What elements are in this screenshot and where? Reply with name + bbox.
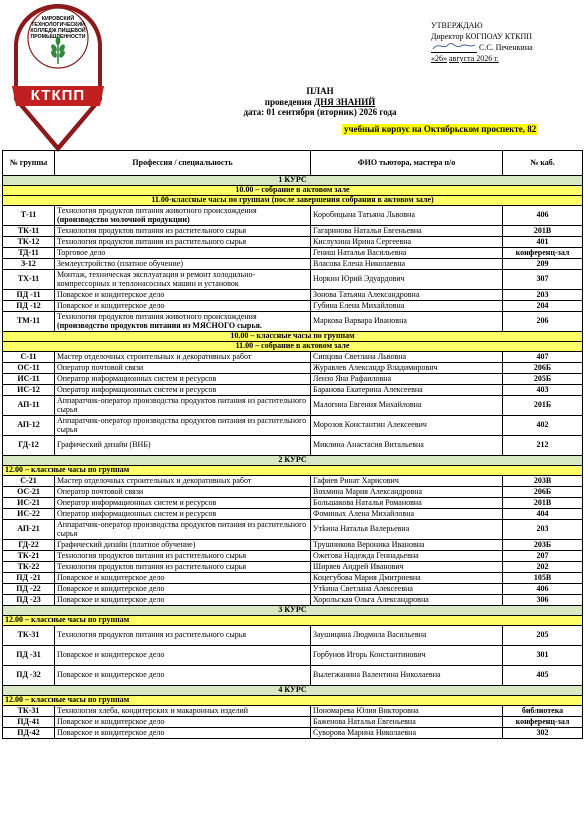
profession-name: Оператор информационных систем и ресурсов [57, 497, 217, 507]
profession-name: Графический дизайн (платное обучение) [57, 539, 196, 549]
profession-name: Технология хлеба, кондитерских и макаронных изделий [57, 705, 249, 715]
table-row [3, 374, 583, 385]
tutor-name: Горбунов Игорь Константинович [311, 646, 503, 666]
approval-position: Директор КОГПОАУ КТКПП [431, 32, 533, 41]
table-row [3, 301, 583, 312]
group-code: ПД -11 [3, 290, 55, 301]
schedule-note-row [3, 696, 583, 706]
room-number: 205Б [503, 374, 583, 385]
room-number: 306 [503, 595, 583, 606]
tutor-name: Суворова Марина Николаевна [311, 728, 503, 739]
table-row [3, 416, 583, 436]
table-row [3, 509, 583, 520]
schedule-note: 12.00 – классные часы по группам [3, 616, 583, 626]
table-row [3, 540, 583, 551]
table-row [3, 595, 583, 606]
room-number: 212 [503, 436, 583, 456]
schedule-table [2, 150, 583, 739]
table-row [3, 626, 583, 646]
tutor-name: Гениш Наталья Васильевна [311, 248, 503, 259]
room-number: 204 [503, 301, 583, 312]
room-number: 203Б [503, 540, 583, 551]
tutor-name: Пономарева Юлия Викторовна [311, 706, 503, 717]
table-row [3, 396, 583, 416]
tutor-name: Заушицина Людмила Васильевна [311, 626, 503, 646]
profession-name: Аппаратчик-оператор производства продуктов питания из растительного сырья [57, 395, 307, 414]
group-code: ТК-21 [3, 551, 55, 562]
group-code: ТК-31 [3, 626, 55, 646]
profession-name: Поварское и кондитерское дело [57, 670, 165, 680]
profession-name: Оператор информационных систем и ресурсов [57, 384, 217, 394]
approval-block [431, 20, 581, 64]
profession-name: Поварское и кондитерское дело [57, 300, 165, 310]
tutor-name: Утkина Наталья Валерьевна [311, 520, 503, 540]
table-row [3, 226, 583, 237]
table-row [3, 385, 583, 396]
logo-text-line1: КИРОВСКИЙ [41, 16, 75, 22]
profession-name: Технология продуктов питания животного происхождения [57, 311, 257, 321]
group-code: АП-12 [3, 416, 55, 436]
event-name: ДНЯ ЗНАНИЙ [314, 96, 376, 107]
group-code: ПД -31 [3, 646, 55, 666]
room-number: 206Б [503, 363, 583, 374]
group-code: С-11 [3, 352, 55, 363]
profession-name: Технология продуктов питания из растительного сырья [57, 236, 247, 246]
schedule-note: 11.00 – собрание в актовом зале [3, 342, 583, 352]
tutor-name: Малогина Евгения Михайловна [311, 396, 503, 416]
course-label: 1 КУРС [3, 176, 583, 186]
course-label: 4 КУРС [3, 686, 583, 696]
profession-name: Поварское и кондитерское дело [57, 650, 165, 660]
schedule-note-row [3, 342, 583, 352]
table-row [3, 666, 583, 686]
profession-cell [55, 226, 311, 237]
tutor-name: Лензо Яна Рафаиловна [311, 374, 503, 385]
room-number: 203 [503, 290, 583, 301]
profession-cell [55, 498, 311, 509]
course-header-row [3, 686, 583, 696]
table-row [3, 206, 583, 226]
profession-cell [55, 540, 311, 551]
profession-name: Поварское и кондитерское дело [57, 716, 165, 726]
profession-specialization: (производство молочной продукции) [57, 214, 190, 224]
tutor-name: Большакова Наталья Романовна [311, 498, 503, 509]
table-row [3, 706, 583, 717]
profession-cell [55, 626, 311, 646]
tutor-name: Зонова Татьяна Александровна [311, 290, 503, 301]
course-header-row [3, 456, 583, 466]
header-tutor: ФИО тьютора, мастера п/о [311, 151, 503, 176]
profession-cell [55, 290, 311, 301]
table-row [3, 573, 583, 584]
document-title-block [150, 86, 490, 118]
schedule-note-row [3, 186, 583, 196]
profession-specialization: (производство продуктов питания из МЯСНОГО сырья. [57, 320, 262, 330]
group-code: ИС-21 [3, 498, 55, 509]
college-logo [12, 2, 104, 156]
group-code: ПД -12 [3, 301, 55, 312]
header-profession: Профессия / специальность [55, 151, 311, 176]
room-number: 207 [503, 551, 583, 562]
tutor-name: Власова Елена Николаевна [311, 259, 503, 270]
group-code: ТХ-11 [3, 270, 55, 290]
tutor-name: Морозов Константин Алексеевич [311, 416, 503, 436]
profession-name: Торговое дело [57, 247, 106, 257]
schedule-note-row [3, 466, 583, 476]
group-code: ТД-11 [3, 248, 55, 259]
room-number: 201Б [503, 396, 583, 416]
table-row [3, 498, 583, 509]
table-row [3, 270, 583, 290]
table-row [3, 584, 583, 595]
profession-name: Аппаратчик-оператор производства продуктов питания из растительного сырья [57, 519, 307, 538]
tutor-name: Губина Елена Михайловна [311, 301, 503, 312]
profession-name: Аппаратчик-оператор производства продуктов питания из растительного сырья [57, 415, 307, 434]
room-number: 404 [503, 509, 583, 520]
profession-cell [55, 646, 311, 666]
tutor-name: Журавлев Александр Владимирович [311, 363, 503, 374]
group-code: ПД -23 [3, 595, 55, 606]
profession-cell [55, 416, 311, 436]
profession-cell [55, 573, 311, 584]
profession-name: Технология продуктов питания из растительного сырья [57, 561, 247, 571]
table-row [3, 248, 583, 259]
group-code: ПД-42 [3, 728, 55, 739]
course-header-row [3, 606, 583, 616]
room-number: 406 [503, 206, 583, 226]
room-number: конференц-зал [503, 717, 583, 728]
date-close-quote: » [443, 54, 447, 63]
profession-cell [55, 487, 311, 498]
room-number: 203 [503, 520, 583, 540]
profession-name: Технология продуктов питания из растительного сырья [57, 630, 247, 640]
profession-cell [55, 509, 311, 520]
group-code: ПД -22 [3, 584, 55, 595]
schedule-note-row [3, 616, 583, 626]
signatory-name: С.С. Печенкина [479, 43, 533, 52]
approval-title: УТВЕРЖДАЮ [431, 21, 483, 30]
room-number: 201В [503, 226, 583, 237]
date-day: 26 [435, 54, 443, 63]
room-number: 203В [503, 476, 583, 487]
tutor-name: Гагаринова Наталья Евгеньевна [311, 226, 503, 237]
profession-name: Поварское и кондитерское дело [57, 289, 165, 299]
room-number: 202 [503, 562, 583, 573]
tutor-name: Баранова Екатерина Алексеевна [311, 385, 503, 396]
room-number: 209 [503, 259, 583, 270]
tutor-name: Миклина Анастасия Витальевна [311, 436, 503, 456]
tutor-name: Коробицына Татьяна Львовна [311, 206, 503, 226]
profession-name: Монтаж, техническая эксплуатация и ремонт холодильно-компрессорных и теплонасосных машин и установок [57, 269, 256, 288]
approval-date [431, 53, 581, 64]
logo-text-line2: ТЕХНОЛОГИЧЕСКИЙ [31, 22, 85, 28]
date-month-year: августа 2026 г. [449, 54, 499, 63]
profession-cell [55, 717, 311, 728]
room-number: 206Б [503, 487, 583, 498]
table-row [3, 312, 583, 332]
table-row [3, 520, 583, 540]
schedule-note: 11.00-классные часы по группам (после завершения собрания в актовом зале) [3, 196, 583, 206]
room-number: 406 [503, 584, 583, 595]
group-code: ОС-21 [3, 487, 55, 498]
profession-name: Технология продуктов питания из растительного сырья [57, 550, 247, 560]
room-number: библиотека [503, 706, 583, 717]
tutor-name: Кислухина Ирина Сергеевна [311, 237, 503, 248]
group-code: З-12 [3, 259, 55, 270]
profession-name: Технология продуктов питания животного происхождения [57, 205, 257, 215]
room-number: конференц-зал [503, 248, 583, 259]
profession-cell [55, 385, 311, 396]
profession-name: Технология продуктов питания из растительного сырья [57, 225, 247, 235]
tutor-name: Фоминых Алена Михайловна [311, 509, 503, 520]
profession-name: Оператор почтовой связи [57, 486, 144, 496]
group-code: ГД-22 [3, 540, 55, 551]
tutor-name: Хорольская Ольга Александровна [311, 595, 503, 606]
group-code: ПД-41 [3, 717, 55, 728]
profession-cell [55, 520, 311, 540]
room-number: 307 [503, 270, 583, 290]
group-code: ТК-22 [3, 562, 55, 573]
profession-name: Оператор почтовой связи [57, 362, 144, 372]
group-code: ПД -21 [3, 573, 55, 584]
table-row [3, 551, 583, 562]
room-number: 402 [503, 416, 583, 436]
tutor-name: Вылегжанина Валентина Николаевна [311, 666, 503, 686]
profession-cell [55, 595, 311, 606]
group-code: С-21 [3, 476, 55, 487]
tutor-name: Норкин Юрий Эдуардович [311, 270, 503, 290]
schedule-note-row [3, 196, 583, 206]
profession-cell [55, 728, 311, 739]
room-number: 403 [503, 385, 583, 396]
document-subtitle [150, 97, 490, 108]
profession-cell [55, 476, 311, 487]
room-number: 405 [503, 666, 583, 686]
group-code: ИС-12 [3, 385, 55, 396]
schedule-table-body [3, 176, 583, 739]
profession-name: Мастер отделочных строительных и декоративных работ [57, 475, 252, 485]
profession-name: Землеустройство (платное обучение) [57, 258, 183, 268]
room-number: 401 [503, 237, 583, 248]
signature-mark [431, 42, 477, 53]
room-number: 205 [503, 626, 583, 646]
room-number: 301 [503, 646, 583, 666]
schedule-note: 12.00 – классные часы по группам [3, 696, 583, 706]
tutor-name: Ожегова Надежда Геннадьевна [311, 551, 503, 562]
profession-cell [55, 206, 311, 226]
group-code: ТМ-11 [3, 312, 55, 332]
table-row [3, 259, 583, 270]
profession-cell [55, 352, 311, 363]
group-code: ТК-31 [3, 706, 55, 717]
group-code: ИС-22 [3, 509, 55, 520]
profession-name: Оператор информационных систем и ресурсов [57, 508, 217, 518]
room-number: 407 [503, 352, 583, 363]
group-code: ПД -32 [3, 666, 55, 686]
group-code: ОС-11 [3, 363, 55, 374]
group-code: АП-21 [3, 520, 55, 540]
subtitle-prefix: проведения [264, 96, 312, 107]
profession-cell [55, 706, 311, 717]
tutor-name: Сипцова Светлана Львовна [311, 352, 503, 363]
group-code: ТК-12 [3, 237, 55, 248]
profession-cell [55, 396, 311, 416]
table-row [3, 487, 583, 498]
date-open-quote: « [431, 54, 435, 63]
building-location: учебный корпус на Октябрьском проспекте, 82 [344, 124, 537, 134]
group-code: ТК-11 [3, 226, 55, 237]
profession-cell [55, 301, 311, 312]
schedule-note: 12.00 – классные часы по группам [3, 466, 583, 476]
table-row [3, 476, 583, 487]
tutor-name: Коцегубова Мария Дмитриевна [311, 573, 503, 584]
logo-text-line4: ПРОМЫШЛЕННОСТИ [30, 34, 86, 40]
group-code: ГД-12 [3, 436, 55, 456]
profession-cell [55, 666, 311, 686]
group-code: ИС-11 [3, 374, 55, 385]
table-row [3, 717, 583, 728]
profession-cell [55, 237, 311, 248]
document-date: дата: 01 сентября (вторник) 2026 года [243, 107, 397, 117]
table-row [3, 363, 583, 374]
profession-name: Графический дизайн (ВНБ) [57, 440, 151, 450]
profession-cell [55, 584, 311, 595]
profession-name: Оператор информационных систем и ресурсов [57, 373, 217, 383]
table-row [3, 290, 583, 301]
profession-cell [55, 259, 311, 270]
signature-line [431, 42, 581, 53]
profession-cell [55, 312, 311, 332]
table-row [3, 436, 583, 456]
profession-cell [55, 363, 311, 374]
tutor-name: Маркова Варвара Ивановна [311, 312, 503, 332]
profession-name: Поварское и кондитерское дело [57, 572, 165, 582]
schedule-note-row [3, 332, 583, 342]
document-title: ПЛАН [306, 86, 334, 96]
logo-abbreviation: КТКПП [30, 87, 86, 104]
table-row [3, 562, 583, 573]
profession-cell [55, 374, 311, 385]
tutor-name: Трушникова Вероника Ивановна [311, 540, 503, 551]
profession-cell [55, 436, 311, 456]
course-header-row [3, 176, 583, 186]
table-header-row [3, 151, 583, 176]
table-row [3, 646, 583, 666]
logo-text-line3: КОЛЛЕДЖ ПИЩЕВОЙ [30, 28, 86, 34]
tutor-name: Ширяев Андрей Иванович [311, 562, 503, 573]
room-number: 201В [503, 498, 583, 509]
table-row [3, 352, 583, 363]
group-code: АП-11 [3, 396, 55, 416]
table-row [3, 728, 583, 739]
tutor-name: Гафиев Ринат Харисович [311, 476, 503, 487]
course-label: 2 КУРС [3, 456, 583, 466]
tutor-name: Вохмина Мария Александровна [311, 487, 503, 498]
tutor-name: Утkина Светлана Алексеевна [311, 584, 503, 595]
table-row [3, 237, 583, 248]
room-number: 206 [503, 312, 583, 332]
profession-cell [55, 270, 311, 290]
profession-name: Поварское и кондитерское дело [57, 727, 165, 737]
schedule-note: 10.00 – собрание в актовом зале [3, 186, 583, 196]
profession-name: Поварское и кондитерское дело [57, 583, 165, 593]
room-number: 302 [503, 728, 583, 739]
schedule-note: 10.00 – классные часы по группам [3, 332, 583, 342]
profession-cell [55, 551, 311, 562]
header-room: № каб. [503, 151, 583, 176]
group-code: Т-11 [3, 206, 55, 226]
room-number: 105В [503, 573, 583, 584]
course-label: 3 КУРС [3, 606, 583, 616]
profession-name: Мастер отделочных строительных и декоративных работ [57, 351, 252, 361]
header-group: № группы [3, 151, 55, 176]
profession-cell [55, 562, 311, 573]
profession-name: Поварское и кондитерское дело [57, 594, 165, 604]
tutor-name: Баженова Наталья Евгеньевна [311, 717, 503, 728]
profession-cell [55, 248, 311, 259]
